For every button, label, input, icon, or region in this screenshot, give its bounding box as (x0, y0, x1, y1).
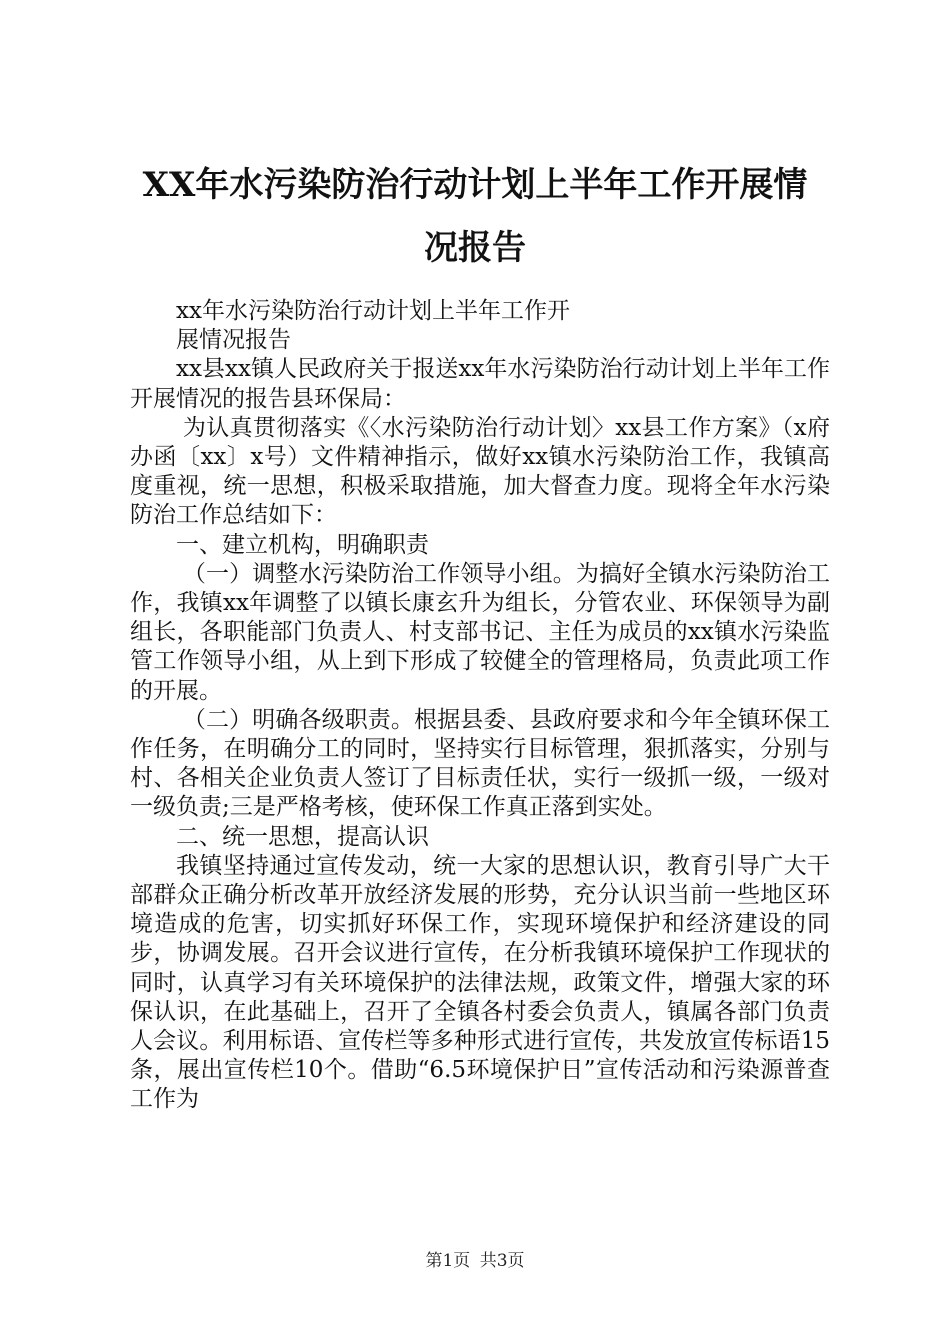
document-body (130, 297, 830, 1115)
section-2-paragraph-1: 我镇坚持通过宣传发动，统一大家的思想认识，教育引导广大干部群众正确分析改革开放经济发展的形势，充分认识当前一些地区环境造成的危害，切实抓好环保工作，实现环境保护和经济建设的同步，协调发展。召开会议进行宣传，在分析我镇环境保护工作现状的同时，认真学习有关环境保护的法律法规，政策文件，增强大家的环保认识，在此基础上，召开了全镇各村委会负责人，镇属各部门负责人会议。利用标语、宣传栏等多种形式进行宣传，共发放宣传标语15条，展出宣传栏10个。借助“6.5环境保护日”宣传活动和污染源普查工作为 (130, 852, 830, 1113)
document-title-line-2: 况报告 (424, 228, 526, 268)
salutation-paragraph: xx县xx镇人民政府关于报送xx年水污染防治行动计划上半年工作开展情况的报告县环保局： (130, 356, 830, 412)
subtitle-line-1: xx年水污染防治行动计划上半年工作开 (176, 298, 570, 324)
page-number: 第1页 (425, 1251, 471, 1271)
document-title-line-1: XX年水污染防治行动计划上半年工作开展情 (142, 165, 808, 205)
page-total: 共3页 (479, 1251, 525, 1271)
section-1-paragraph-2: （二）明确各级职责。根据县委、县政府要求和今年全镇环保工作任务，在明确分工的同时，坚持实行目标管理，狠抓落实，分别与村、各相关企业负责人签订了目标责任状，实行一级抓一级，一级对一级负责;三是严格考核，使环保工作真正落到实处。 (130, 706, 830, 821)
section-heading-2: 二、统一思想，提高认识 (176, 823, 429, 850)
intro-paragraph: 为认真贯彻落实《〈水污染防治行动计划〉xx县工作方案》（x府办函〔xx〕x号）文件精神指示，做好xx镇水污染防治工作，我镇高度重视，统一思想，积极采取措施，加大督查力度。现将全年水污染防治工作总结如下： (130, 414, 830, 529)
section-heading-1: 一、建立机构，明确职责 (176, 531, 429, 558)
page-footer (0, 1246, 950, 1271)
subtitle-line-2: 展情况报告 (176, 327, 291, 354)
section-1-paragraph-1: （一）调整水污染防治工作领导小组。为搞好全镇水污染防治工作，我镇xx年调整了以镇长康玄升为组长，分管农业、环保领导为副组长，各职能部门负责人、村支部书记、主任为成员的xx镇水污染监管工作领导小组，从上到下形成了较健全的管理格局，负责此项工作的开展。 (130, 560, 830, 704)
